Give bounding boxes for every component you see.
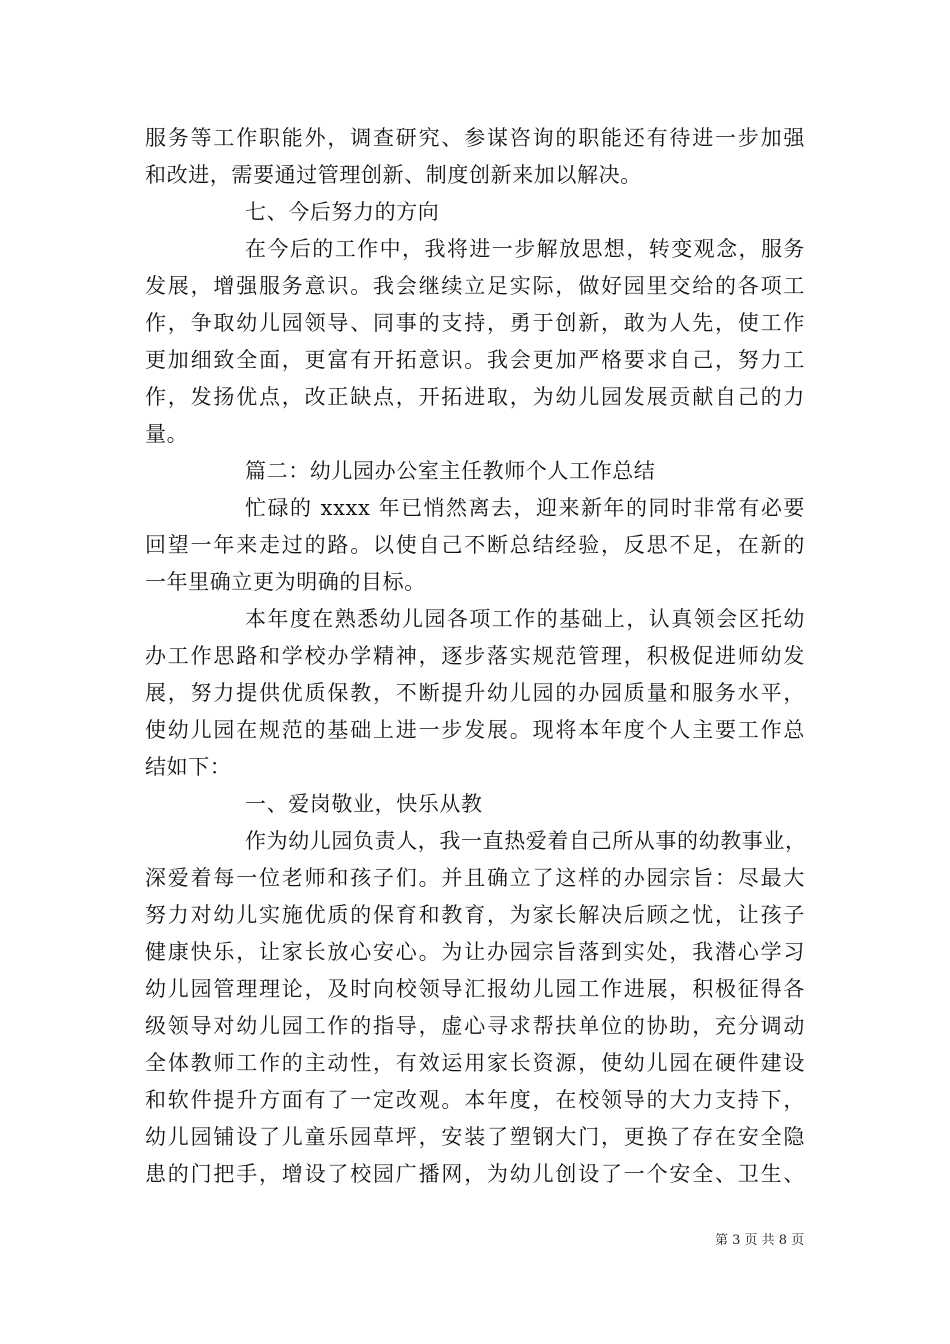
body-line: 患的门把手，增设了校园广播网，为幼儿创设了一个安全、卫生、 <box>145 1162 805 1186</box>
body-line: 努力对幼儿实施优质的保育和教育，为家长解决后顾之忧，让孩子 <box>145 903 805 927</box>
body-line: 结如下： <box>145 755 232 779</box>
paragraph-first-line: 作为幼儿园负责人，我一直热爱着自己所从事的幼教事业， <box>245 829 807 853</box>
body-line: 幼儿园铺设了儿童乐园草坪，安装了塑钢大门，更换了存在安全隐 <box>145 1125 805 1149</box>
body-line: 作，争取幼儿园领导、同事的支持，勇于创新，敢为人先，使工作 <box>145 311 805 335</box>
body-line: 健康快乐，让家长放心安心。为让办园宗旨落到实处，我潜心学习 <box>145 940 805 964</box>
body-line: 深爱着每一位老师和孩子们。并且确立了这样的办园宗旨：尽最大 <box>145 866 805 890</box>
paragraph-first-line: 忙碌的 xxxx 年已悄然离去，迎来新年的同时非常有必要 <box>245 496 805 520</box>
paragraph-first-line: 在今后的工作中，我将进一步解放思想，转变观念，服务 <box>245 237 805 261</box>
body-line: 服务等工作职能外，调查研究、参谋咨询的职能还有待进一步加强 <box>145 126 805 150</box>
section-heading: 一、爱岗敬业，快乐从教 <box>245 792 483 816</box>
body-line: 更加细致全面，更富有开拓意识。我会更加严格要求自己，努力工 <box>145 348 805 372</box>
body-line: 一年里确立更为明确的目标。 <box>145 570 426 594</box>
body-line: 展，努力提供优质保教，不断提升幼儿园的办园质量和服务水平， <box>145 681 805 705</box>
body-line: 级领导对幼儿园工作的指导，虚心寻求帮扶单位的协助，充分调动 <box>145 1014 805 1038</box>
body-line: 使幼儿园在规范的基础上进一步发展。现将本年度个人主要工作总 <box>145 718 805 742</box>
article-title: 篇二：幼儿园办公室主任教师个人工作总结 <box>245 459 656 483</box>
body-line: 办工作思路和学校办学精神，逐步落实规范管理，积极促进师幼发 <box>145 644 805 668</box>
body-line: 全体教师工作的主动性，有效运用家长资源，使幼儿园在硬件建设 <box>145 1051 805 1075</box>
body-line: 和改进，需要通过管理创新、制度创新来加以解决。 <box>145 163 642 187</box>
body-line: 作，发扬优点，改正缺点，开拓进取，为幼儿园发展贡献自己的力 <box>145 385 805 409</box>
section-heading: 七、今后努力的方向 <box>245 200 440 224</box>
body-line: 回望一年来走过的路。以使自己不断总结经验，反思不足，在新的 <box>145 533 805 557</box>
paragraph-first-line: 本年度在熟悉幼儿园各项工作的基础上，认真领会区托幼 <box>245 607 805 631</box>
body-line: 幼儿园管理理论，及时向校领导汇报幼儿园工作进展，积极征得各 <box>145 977 805 1001</box>
body-line: 和软件提升方面有了一定改观。本年度，在校领导的大力支持下， <box>145 1088 805 1112</box>
body-line: 量。 <box>145 422 189 446</box>
page-number-footer: 第 3 页 共 8 页 <box>715 1233 805 1248</box>
body-line: 发展，增强服务意识。我会继续立足实际，做好园里交给的各项工 <box>145 274 805 298</box>
